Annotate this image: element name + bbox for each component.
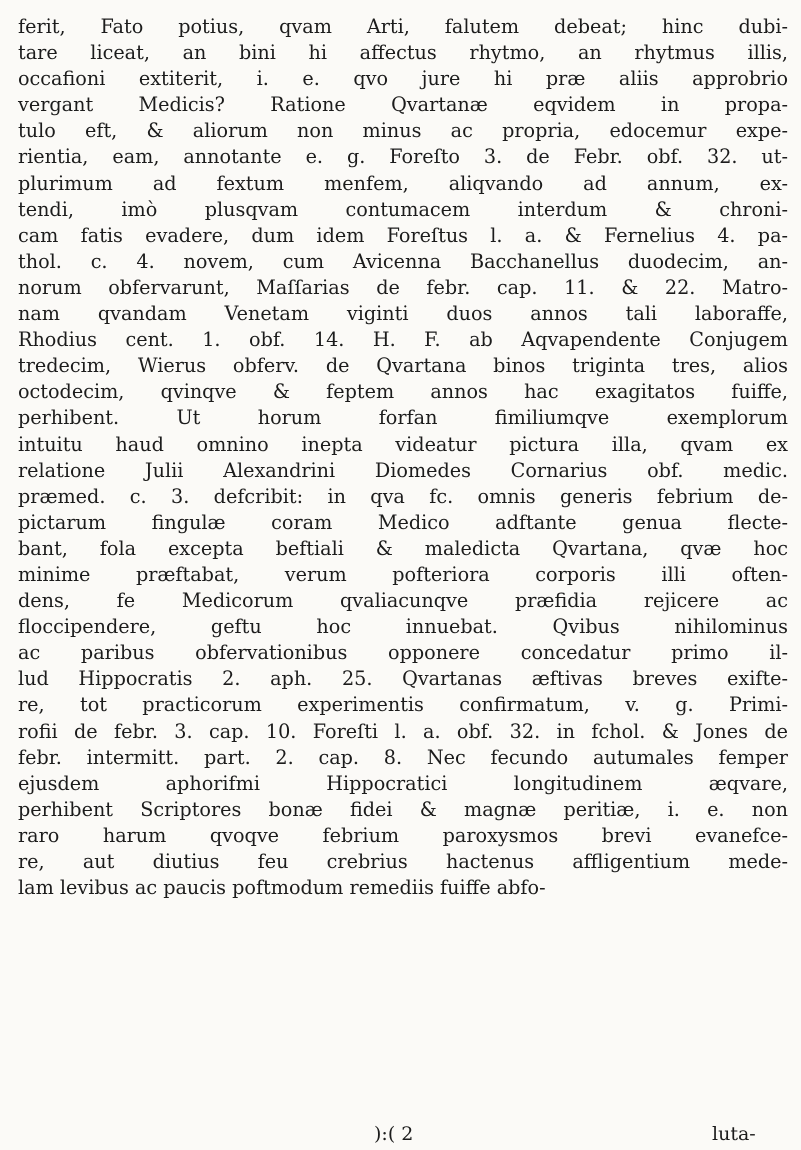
text-line-30: ejusdem aphorifmi Hippocratici longitudinem æqvare, bbox=[18, 771, 788, 795]
text-line-13: Rhodius cent. 1. obf. 14. H. F. ab Aqvapendente Conjugem bbox=[18, 328, 788, 352]
text-line-2: tare liceat, an bini hi affectus rhytmo, an rhytmus illis, bbox=[18, 41, 788, 65]
text-line-28: rofii de febr. 3. cap. 10. Foreſti l. a. obf. 32. in fchol. & Jones de bbox=[18, 719, 788, 743]
text-line-27: re, tot practicorum experimentis confirmatum, v. g. Primi- bbox=[18, 693, 788, 717]
text-line-4: vergant Medicis? Ratione Qvartanæ eqvidem in propa- bbox=[18, 93, 788, 117]
text-line-11: norum obfervarunt, Maſſarias de febr. cap. 11. & 22. Matro- bbox=[18, 275, 788, 299]
text-line-21: bant, fola excepta beftiali & maledicta Qvartana, qvæ hoc bbox=[18, 536, 788, 560]
text-line-23: dens, fe Medicorum qvaliacunqve præfidia rejicere ac bbox=[18, 589, 788, 613]
text-line-31: perhibent Scriptores bonæ fidei & magnæ peritiæ, i. e. non bbox=[18, 797, 788, 821]
text-line-22: minime præftabat, verum pofteriora corporis illi often- bbox=[18, 562, 788, 586]
text-line-26: lud Hippocratis 2. aph. 25. Qvartanas æftivas breves exifte- bbox=[18, 667, 788, 691]
text-line-6: rientia, eam, annotante e. g. Foreſto 3. de Febr. obf. 32. ut- bbox=[18, 145, 788, 169]
text-line-16: perhibent. Ut horum forfan fimiliumqve exemplorum bbox=[18, 406, 788, 430]
body-text bbox=[18, 14, 788, 901]
text-line-14: tredecim, Wierus obferv. de Qvartana binos triginta tres, alios bbox=[18, 354, 788, 378]
text-line-3: occafioni extiterit, i. e. qvo jure hi præ aliis approbrio bbox=[18, 67, 788, 91]
text-line-9: cam fatis evadere, dum idem Foreſtus l. a. & Fernelius 4. pa- bbox=[18, 223, 788, 247]
signature-mark: ):( 2 bbox=[374, 1123, 414, 1145]
text-line-20: pictarum fingulæ coram Medico adftante genua flecte- bbox=[18, 510, 788, 534]
text-line-17: intuitu haud omnino inepta videatur pictura illa, qvam ex bbox=[18, 432, 788, 456]
text-line-19: præmed. c. 3. defcribit: in qva fc. omnis generis febrium de- bbox=[18, 484, 788, 508]
text-line-32: raro harum qvoqve febrium paroxysmos brevi evanefce- bbox=[18, 823, 788, 847]
text-line-12: nam qvandam Venetam viginti duos annos tali laboraffe, bbox=[18, 302, 788, 326]
text-line-24: floccipendere, geftu hoc innuebat. Qvibus nihilominus bbox=[18, 615, 788, 639]
text-line-34: lam levibus ac paucis poftmodum remediis fuiffe abfo- bbox=[18, 876, 546, 900]
text-line-25: ac paribus obfervationibus opponere concedatur primo il- bbox=[18, 641, 788, 665]
text-line-15: octodecim, qvinqve & feptem annos hac exagitatos fuiffe, bbox=[18, 380, 788, 404]
text-line-8: tendi, imò plusqvam contumacem interdum & chroni- bbox=[18, 197, 788, 221]
text-line-18: relatione Julii Alexandrini Diomedes Cornarius obf. medic. bbox=[18, 458, 788, 482]
text-line-10: thol. c. 4. novem, cum Avicenna Bacchanellus duodecim, an- bbox=[18, 249, 788, 273]
text-line-29: febr. intermitt. part. 2. cap. 8. Nec fecundo autumales femper bbox=[18, 745, 788, 769]
text-line-33: re, aut diutius feu crebrius hactenus affligentium mede- bbox=[18, 850, 788, 873]
text-line-5: tulo eft, & aliorum non minus ac propria, edocemur expe- bbox=[18, 119, 788, 143]
catchword: luta- bbox=[712, 1123, 756, 1145]
text-line-7: plurimum ad fextum menfem, aliqvando ad annum, ex- bbox=[18, 171, 788, 195]
text-line-1: ferit, Fato potius, qvam Arti, falutem debeat; hinc dubi- bbox=[18, 15, 788, 38]
